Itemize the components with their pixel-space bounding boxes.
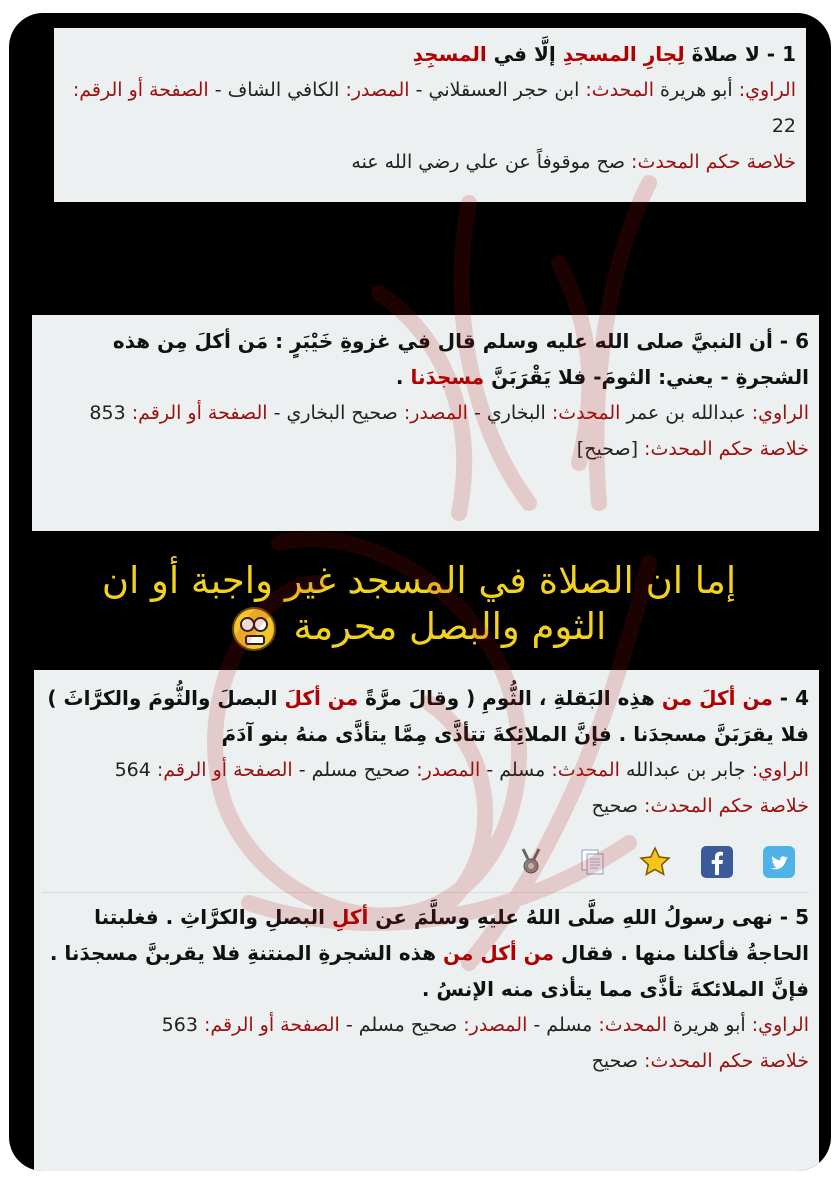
hadith-ruling-4: خلاصة حكم المحدث: صحيح: [591, 795, 809, 817]
slogan-line-2: الثوم والبصل محرمة: [39, 604, 799, 651]
hadith-text: 1 - لا صلاةَ لِجارِ المسجدِ إلَّا في المسجِدِ: [412, 42, 796, 66]
divider: [42, 892, 809, 893]
hadith-card-6: [32, 315, 819, 531]
hadith-meta: الراوي: أبو هريرة المحدث: ابن حجر العسقلاني - المصدر: الكافي الشاف - الصفحة أو الرقم: 22: [72, 79, 796, 137]
hadith-meta-4: الراوي: جابر بن عبدالله المحدث: مسلم - المصدر: صحيح مسلم - الصفحة أو الرقم: 564: [114, 759, 809, 781]
hadith-card-1: [54, 28, 806, 202]
hadith-meta-5: الراوي: أبو هريرة المحدث: مسلم - المصدر: صحيح مسلم - الصفحة أو الرقم: 563: [161, 1014, 809, 1036]
hadith-ruling: خلاصة حكم المحدث: [صحيح]: [576, 438, 809, 460]
twitter-icon[interactable]: [759, 842, 799, 882]
shocked-face-icon: [232, 607, 276, 651]
star-icon[interactable]: [635, 842, 675, 882]
copy-icon[interactable]: [573, 842, 613, 882]
hadith-ruling: خلاصة حكم المحدث: صح موقوفاً عن علي رضي الله عنه: [351, 151, 796, 173]
slogan-text: [39, 558, 799, 651]
hadith-text-5: 5 - نهى رسولُ اللهِ صلَّى اللهُ عليهِ وسلَّمَ عن أكلِ البصلِ والكرَّاثِ . فغلبتنا الحاجةُ فأكلنا منها . فقال من أكل من هذه الشجرةِ المنتنةِ فلا يقربنَّ مسجدَنا . فإنَّ الملائكةَ تأذَّى مما يتأذى منه الإنسُ .: [49, 905, 809, 1001]
hadith-text: 6 - أن النبيَّ صلى الله عليه وسلم قال في غزوةِ خَيْبَرٍ : مَن أكلَ مِن هذه الشجرةِ - يعني: الثومَ- فلا يَقْرَبَنَّ مسجدَنا .: [112, 329, 809, 389]
hadith-ruling-5: خلاصة حكم المحدث: صحيح: [591, 1050, 809, 1072]
black-frame: [9, 13, 831, 1171]
medal-icon[interactable]: [511, 842, 551, 882]
slogan-line-1: إما ان الصلاة في المسجد غير واجبة أو ان: [101, 559, 737, 602]
hadith-meta: الراوي: عبدالله بن عمر المحدث: البخاري - المصدر: صحيح البخاري - الصفحة أو الرقم: 853: [89, 402, 809, 424]
hadith-card-4-5: [34, 670, 819, 1171]
hadith-text-4: 4 - من أكلَ من هذِه البَقلةِ ، الثُّومِ ( وقالَ مرَّةً من أكلَ البصلَ والثُّومَ والكرَّاثَ ) فلا يقرَبَنَّ مسجدَنا . فإنَّ الملائِكةَ تتأذَّى مِمَّا يتأذَّى منهُ بنو آدَمَ: [47, 686, 809, 746]
facebook-icon[interactable]: [697, 842, 737, 882]
share-toolbar: [42, 824, 809, 888]
